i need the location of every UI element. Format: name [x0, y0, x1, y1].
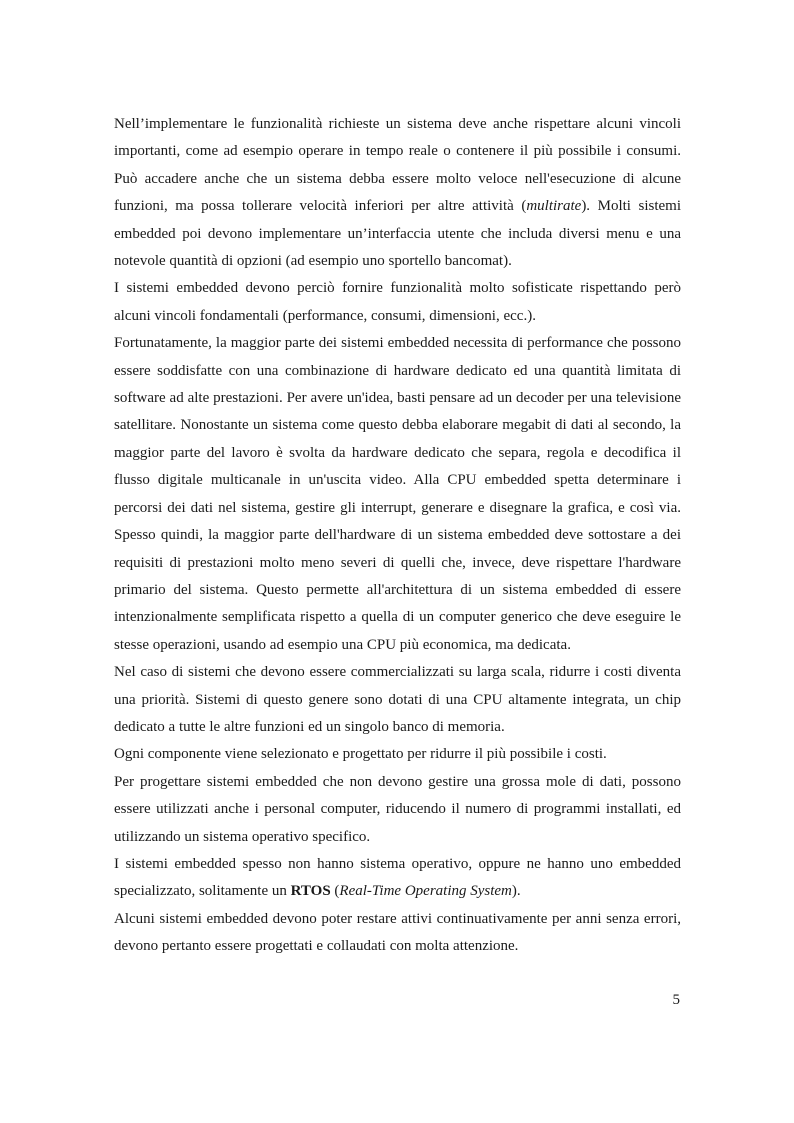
- body-text: [114, 111, 681, 961]
- text-run: Ogni componente viene selezionato e progettato per ridurre il più possibile i costi.: [114, 746, 607, 763]
- text-run: Nell’implementare le funzionalità richieste un sistema deve anche rispettare alcuni vincoli importanti, come ad esempio operare in tempo reale o contenere il più possibile i consumi. Può accadere anche che un sistema debba essere molto veloce nell'esecuzione di alcune funzioni, ma possa tollerare velocità inferiori per altre attività (: [114, 116, 681, 215]
- paragraph: [114, 111, 681, 275]
- text-run: Alcuni sistemi embedded devono poter restare attivi continuativamente per anni senza errori, devono pertanto essere progettati e collaudati con molta attenzione.: [114, 910, 681, 955]
- paragraph: [114, 275, 681, 330]
- text-run: I sistemi embedded spesso non hanno sistema operativo, oppure ne hanno uno embedded specializzato, solitamente un: [114, 855, 681, 900]
- paragraph: [114, 330, 681, 659]
- term-rtos: RTOS: [290, 883, 331, 900]
- paragraph: [114, 659, 681, 741]
- paragraph: [114, 851, 681, 906]
- text-run: (: [330, 883, 340, 900]
- paragraph: [114, 741, 681, 768]
- text-run: Per progettare sistemi embedded che non devono gestire una grossa mole di dati, possono essere utilizzati anche i personal computer, riducendo il numero di programmi installati, ed utilizzando un sistema operativo specifico.: [114, 773, 681, 845]
- text-run: ). Molti sistemi embedded poi devono implementare un’interfaccia utente che includa diversi menu e una notevole quantità di opzioni (ad esempio uno sportello bancomat).: [114, 198, 681, 270]
- text-run: Fortunatamente, la maggior parte dei sistemi embedded necessita di performance che possono essere soddisfatte con una combinazione di hardware dedicato ed una quantità limitata di software ad alte prestazioni. Per avere un'idea, basti pensare ad un decoder per una televisione satellitare. Nonostante un sistema come questo debba elaborare megabit di dati al secondo, la maggior parte del lavoro è svolta da hardware dedicato che separa, regola e decodifica il flusso digitale multicanale in un'uscita video. Alla CPU embedded spetta determinare i percorsi dei dati nel sistema, gestire gli interrupt, generare e disegnare la grafica, e così via. Spesso quindi, la maggior parte dell'hardware di un sistema embedded deve sottostare a dei requisiti di prestazioni molto meno severi di quelli che, invece, deve rispettare l'hardware primario del sistema. Questo permette all'architettura di un sistema embedded di essere intenzionalmente semplificata rispetto a quella di un computer generico che deve eseguire le stesse operazioni, usando ad esempio una CPU più economica, ma dedicata.: [114, 335, 681, 653]
- emphasis-rtos-expansion: Real-Time Operating System: [339, 883, 512, 900]
- text-run: ).: [511, 883, 521, 900]
- paragraph: [114, 906, 681, 961]
- page-number: 5: [672, 992, 680, 1008]
- text-run: Nel caso di sistemi che devono essere commercializzati su larga scala, ridurre i costi diventa una priorità. Sistemi di questo genere sono dotati di una CPU altamente integrata, un chip dedicato a tutte le altre funzioni ed un singolo banco di memoria.: [114, 664, 681, 735]
- paragraph: [114, 769, 681, 851]
- emphasis-multirate: multirate: [526, 198, 582, 215]
- text-run: I sistemi embedded devono perciò fornire funzionalità molto sofisticate rispettando però alcuni vincoli fondamentali (performance, consumi, dimensioni, ecc.).: [114, 280, 681, 324]
